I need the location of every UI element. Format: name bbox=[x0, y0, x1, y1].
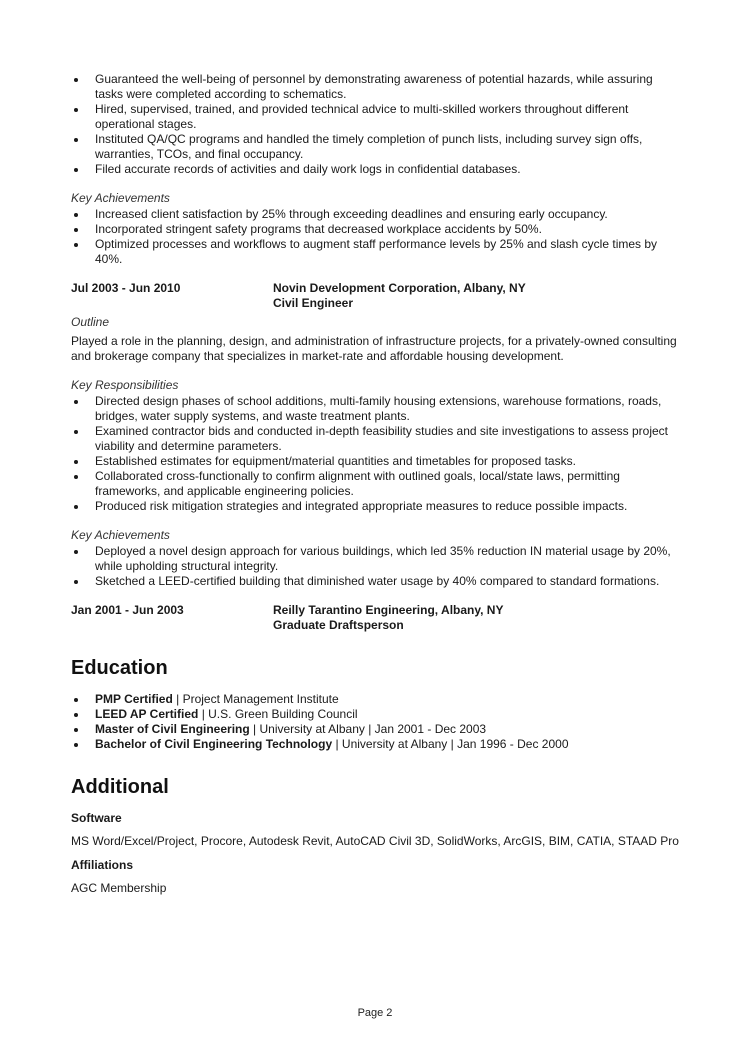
previous-job-achievements bbox=[71, 207, 683, 267]
list-item: Instituted QA/QC programs and handled the timely completion of punch lists, including survey sign offs, warranties, TCOs, and final occupancy. bbox=[71, 132, 683, 162]
list-item: Deployed a novel design approach for various buildings, which led 35% reduction IN material usage by 20%, while upholding structural integrity. bbox=[71, 544, 683, 574]
education-item bbox=[71, 692, 683, 707]
list-item: Optimized processes and workflows to augment staff performance levels by 25% and slash cycle times by 40%. bbox=[71, 237, 683, 267]
education-list bbox=[71, 692, 683, 752]
list-item: Produced risk mitigation strategies and integrated appropriate measures to reduce possible impacts. bbox=[71, 499, 683, 514]
job-info bbox=[273, 603, 503, 633]
previous-achievements-label: Key Achievements bbox=[71, 191, 170, 205]
job-company: Reilly Tarantino Engineering, Albany, NY bbox=[273, 603, 504, 617]
job-header-reilly bbox=[71, 603, 683, 633]
list-item: Filed accurate records of activities and daily work logs in confidential databases. bbox=[71, 162, 683, 177]
job-title: Civil Engineer bbox=[273, 296, 354, 310]
education-name: Master of Civil Engineering bbox=[95, 722, 250, 736]
education-detail: | University at Albany | Jan 2001 - Dec 2003 bbox=[249, 722, 487, 736]
education-detail: | University at Albany | Jan 1996 - Dec 2000 bbox=[332, 737, 569, 751]
novin-achievements bbox=[71, 544, 683, 589]
job-title: Graduate Draftsperson bbox=[273, 618, 404, 632]
additional-heading: Additional bbox=[71, 776, 169, 798]
software-text: MS Word/Excel/Project, Procore, Autodesk Revit, AutoCAD Civil 3D, SolidWorks, ArcGIS, BIM, CATIA, STAAD Pro bbox=[71, 834, 679, 848]
education-item bbox=[71, 722, 683, 737]
job-header-novin bbox=[71, 281, 683, 311]
responsibilities-label: Key Responsibilities bbox=[71, 378, 179, 392]
job-dates: Jan 2001 - Jun 2003 bbox=[71, 603, 184, 617]
list-item: Sketched a LEED-certified building that diminished water usage by 40% compared to standard formations. bbox=[71, 574, 683, 589]
education-name: PMP Certified bbox=[95, 692, 173, 706]
education-detail: | Project Management Institute bbox=[172, 692, 339, 706]
list-item: Hired, supervised, trained, and provided technical advice to multi-skilled workers throughout different operational stages. bbox=[71, 102, 683, 132]
education-item bbox=[71, 707, 683, 722]
job-dates: Jul 2003 - Jun 2010 bbox=[71, 281, 181, 295]
education-item bbox=[71, 737, 683, 752]
page-number: Page 2 bbox=[357, 1007, 393, 1019]
education-name: LEED AP Certified bbox=[95, 707, 199, 721]
outline-text: Played a role in the planning, design, and administration of infrastructure projects, for a privately-owned consulting and brokerage company that specializes in market-rate and affordable housing development. bbox=[71, 334, 677, 363]
list-item: Established estimates for equipment/material quantities and timetables for proposed tasks. bbox=[71, 454, 683, 469]
previous-job-responsibilities bbox=[71, 72, 683, 177]
affiliations-label: Affiliations bbox=[71, 858, 133, 872]
job-company: Novin Development Corporation, Albany, NY bbox=[273, 281, 526, 295]
list-item: Collaborated cross-functionally to confirm alignment with outlined goals, local/state laws, permitting frameworks, and applicable engineering policies. bbox=[71, 469, 683, 499]
affiliations-text: AGC Membership bbox=[71, 881, 167, 895]
achievements-label: Key Achievements bbox=[71, 528, 170, 542]
novin-responsibilities bbox=[71, 394, 683, 514]
list-item: Incorporated stringent safety programs that decreased workplace accidents by 50%. bbox=[71, 222, 683, 237]
list-item: Directed design phases of school additions, multi-family housing extensions, warehouse formations, roads, bridges, water supply systems, and waste treatment plants. bbox=[71, 394, 683, 424]
list-item: Guaranteed the well-being of personnel by demonstrating awareness of potential hazards, while assuring tasks were completed according to schematics. bbox=[71, 72, 683, 102]
list-item: Examined contractor bids and conducted in-depth feasibility studies and site investigations to assess project viability and determine parameters. bbox=[71, 424, 683, 454]
education-heading: Education bbox=[71, 657, 168, 679]
resume-content bbox=[71, 72, 683, 896]
outline-label: Outline bbox=[71, 315, 110, 329]
software-label: Software bbox=[71, 811, 122, 825]
job-info bbox=[273, 281, 526, 311]
education-detail: | U.S. Green Building Council bbox=[198, 707, 358, 721]
list-item: Increased client satisfaction by 25% through exceeding deadlines and ensuring early occupancy. bbox=[71, 207, 683, 222]
education-name: Bachelor of Civil Engineering Technology bbox=[95, 737, 333, 751]
